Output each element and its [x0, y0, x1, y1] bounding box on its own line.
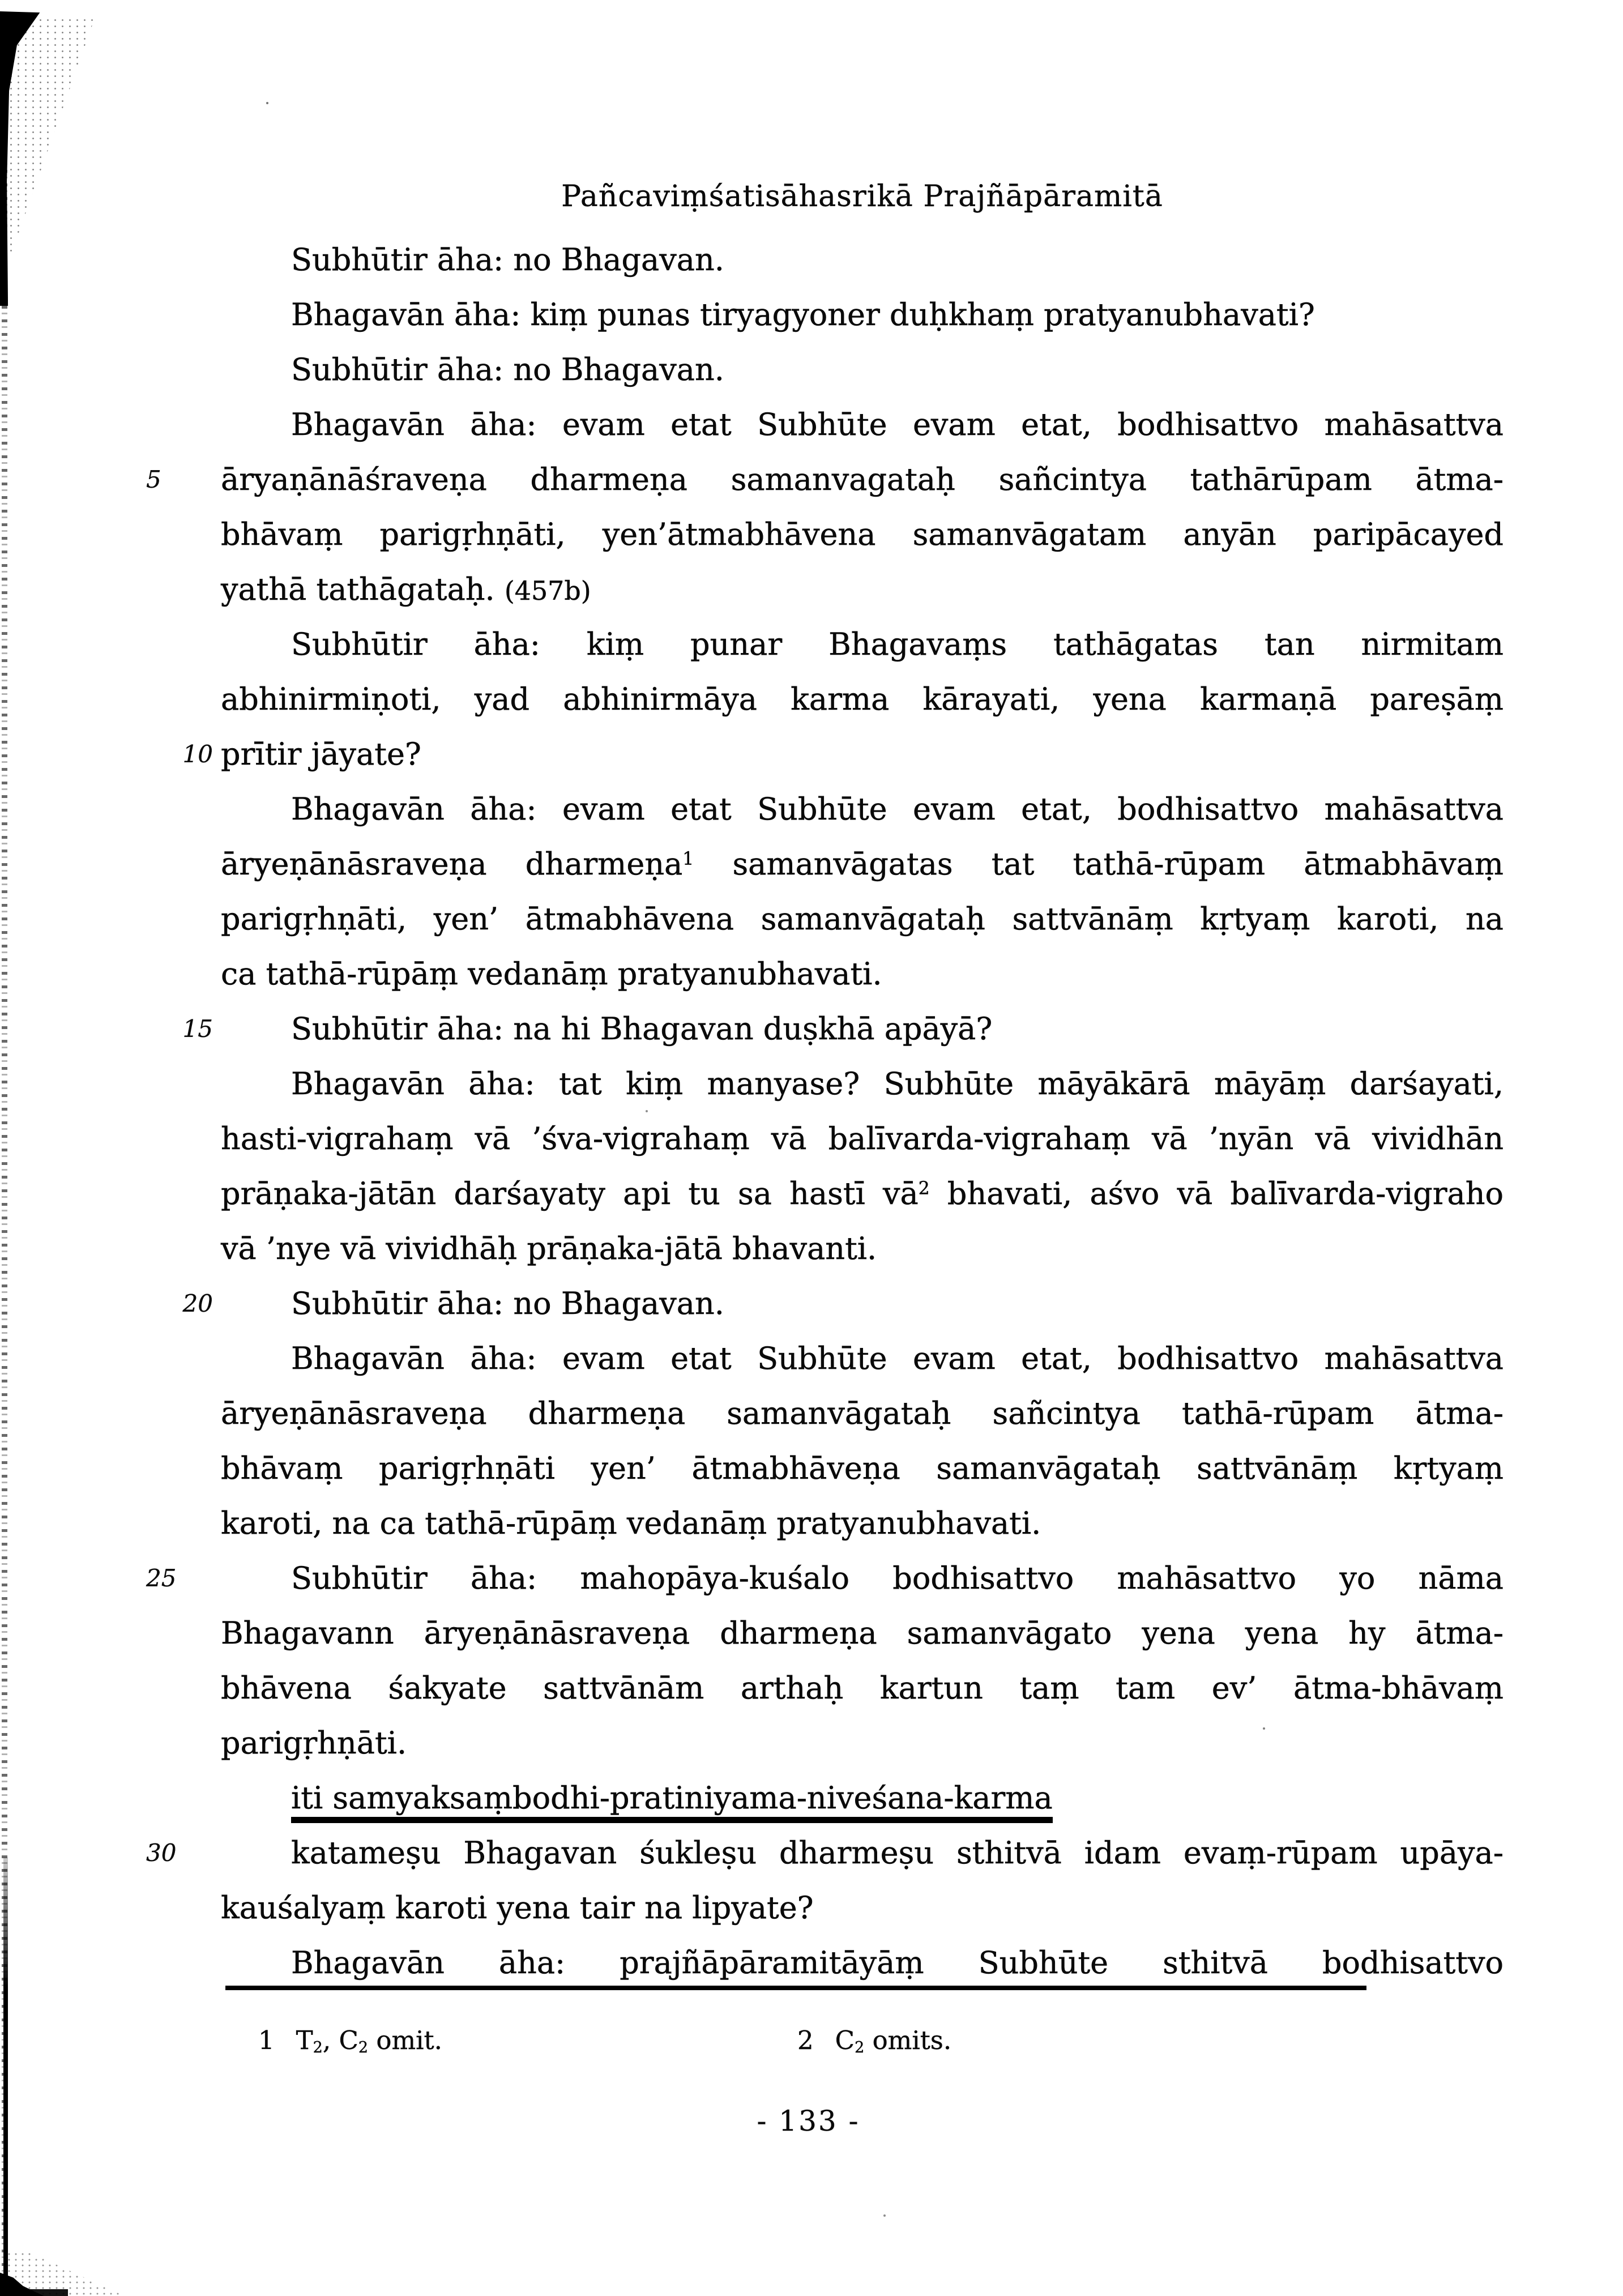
line-text: yathā tathāgataḥ. (457b): [221, 571, 591, 607]
text-line: [221, 397, 1504, 452]
line-text: bhāvaṃ parigṛhṇāti yen’ ātmabhāveṇa samanvāgataḥ sattvānāṃ kṛtyaṃ: [221, 1450, 1504, 1486]
text-line: [221, 1111, 1504, 1166]
footnote-rule: [225, 1986, 1366, 1990]
scan-left-edge-line-bottom-icon: [3, 1858, 8, 2296]
line-text: kauśalyaṃ karoti yena tair na lipyate?: [221, 1890, 814, 1926]
margin-line-number: 25: [146, 1564, 177, 1592]
line-text: hasti-vigrahaṃ vā ’śva-vigrahaṃ vā balīvarda-vigrahaṃ vā ’nyān vā vividhān: [221, 1121, 1504, 1156]
text-block: [146, 232, 1504, 1990]
line-text: Subhūtir āha: na hi Bhagavan duṣkhā apāyā?: [291, 1011, 993, 1047]
text-line: [221, 672, 1504, 727]
margin-line-number: 5: [146, 466, 161, 493]
margin-line-number: 20: [182, 1290, 213, 1317]
line-text: karoti, na ca tathā-rūpāṃ vedanāṃ pratyanubhavati.: [221, 1505, 1041, 1541]
text-line: [221, 782, 1504, 837]
text-line: [221, 1441, 1504, 1496]
page-number: - 133 -: [757, 2105, 860, 2137]
text-line: [221, 837, 1504, 891]
footnote-marker: 2: [797, 2025, 814, 2055]
footnote-text: $T_2$, $C_2$ omit.: [296, 2025, 442, 2056]
scan-left-edge-line-top-icon: [0, 34, 5, 278]
folio-reference: (457b): [504, 575, 591, 606]
line-text: parigṛhṇāti.: [221, 1725, 407, 1761]
text-line: [221, 1386, 1504, 1441]
text-line: [221, 1221, 1504, 1276]
text-line: [221, 1166, 1504, 1221]
text-line: [221, 1606, 1504, 1661]
footnote-marker: 1: [258, 2025, 275, 2055]
line-text: Subhūtir āha: no Bhagavan.: [291, 1286, 724, 1321]
footnote: [797, 2009, 951, 2076]
line-text: abhinirmiṇoti, yad abhinirmāya karma kārayati, yena karmaṇā pareṣāṃ: [221, 681, 1504, 717]
text-line: [221, 617, 1504, 672]
text-line: [221, 891, 1504, 946]
text-line: [182, 1276, 1504, 1331]
text-line: [146, 452, 1504, 507]
line-text: parigṛhṇāti, yen’ ātmabhāvena samanvāgataḥ sattvānāṃ kṛtyaṃ karoti, na: [221, 901, 1504, 937]
margin-line-number: 30: [146, 1839, 177, 1867]
text-line: [221, 946, 1504, 1001]
line-text: Bhagavān āha: evam etat Subhūte evam etat, bodhisattvo mahāsattva: [291, 1341, 1504, 1376]
margin-line-number: 15: [182, 1015, 213, 1043]
line-text: Bhagavān āha: prajñāpāramitāyāṃ Subhūte sthitvā bodhisattvo: [291, 1945, 1504, 1981]
line-text: Subhūtir āha: no Bhagavan.: [291, 352, 724, 387]
line-text: Subhūtir āha: kiṃ punar Bhagavaṃs tathāgatas tan nirmitam: [291, 626, 1504, 662]
text-line: [221, 1880, 1504, 1935]
footnote: [258, 2009, 442, 2076]
line-text: Bhagavān āha: kiṃ punas tiryagyoner duḥkhaṃ pratyanubhavati?: [291, 297, 1315, 332]
footnote-text: $C_2$ omits.: [835, 2025, 952, 2056]
text-line: [221, 1056, 1504, 1111]
scan-speckles-bottom-left-icon: [6, 2251, 125, 2296]
text-line: [221, 1496, 1504, 1551]
line-text: āryeṇānāsraveṇa dharmeṇa$^1$ samanvāgatas tat tathā-rūpam ātmabhāvaṃ: [221, 846, 1504, 882]
line-text: ca tathā-rūpāṃ vedanāṃ pratyanubhavati.: [221, 956, 882, 992]
text-line: [221, 1331, 1504, 1386]
line-text: bhāvena śakyate sattvānām arthaḥ kartun taṃ tam ev’ ātma-bhāvaṃ: [221, 1670, 1504, 1706]
text-line: [182, 727, 1504, 782]
line-text: āryaṇānāśraveṇa dharmeṇa samanvagataḥ sañcintya tathārūpam ātma-: [221, 462, 1504, 497]
text-line: [221, 562, 1504, 617]
running-head: Pañcaviṃśatisāhasrikā Prajñāpāramitā: [561, 180, 1163, 214]
text-line: [221, 1715, 1504, 1770]
text-line: [221, 1935, 1504, 1990]
section-colophon-line: [221, 1770, 1504, 1825]
line-text: āryeṇānāsraveṇa dharmeṇa samanvāgataḥ sañcintya tathā-rūpam ātma-: [221, 1395, 1504, 1431]
text-line: [182, 1001, 1504, 1056]
line-text: Bhagavān āha: evam etat Subhūte evam etat, bodhisattvo mahāsattva: [291, 407, 1504, 442]
text-line: [221, 287, 1504, 342]
text-line: [221, 232, 1504, 287]
line-text: bhāvaṃ parigṛhṇāti, yen’ātmabhāvena samanvāgatam anyān paripācayed: [221, 517, 1504, 552]
text-line: [221, 342, 1504, 397]
scan-speckles-top-left-icon: [0, 17, 136, 255]
line-text: prītir jāyate?: [221, 736, 421, 772]
text-line: [146, 1825, 1504, 1880]
margin-line-number: 10: [182, 740, 213, 768]
line-text: Subhūtir āha: no Bhagavan.: [291, 242, 724, 278]
line-text: Bhagavān āha: evam etat Subhūte evam etat, bodhisattvo mahāsattva: [291, 791, 1504, 827]
line-text: Subhūtir āha: mahopāya-kuśalo bodhisattvo mahāsattvo yo nāma: [291, 1560, 1504, 1596]
line-text: katameṣu Bhagavan śukleṣu dharmeṣu sthitvā idam evaṃ-rūpam upāya-: [291, 1835, 1504, 1871]
scan-stray-dots-icon: [266, 102, 268, 104]
line-text: Bhagavann āryeṇānāsraveṇa dharmeṇa samanvāgato yena yena hy ātma-: [221, 1615, 1504, 1651]
line-text: Bhagavān āha: tat kiṃ manyase? Subhūte māyākārā māyāṃ darśayati,: [291, 1066, 1504, 1102]
text-line: [221, 1661, 1504, 1715]
line-text: vā ’nye vā vividhāḥ prāṇaka-jātā bhavanti.: [221, 1231, 877, 1266]
footnotes: [221, 2009, 1504, 2072]
text-line: [221, 507, 1504, 562]
line-text: prāṇaka-jātān darśayaty api tu sa hastī $vā^2$ bhavati, aśvo vā balīvarda-vigraho: [221, 1176, 1504, 1211]
text-line: [146, 1551, 1504, 1606]
section-colophon-text: iti samyaksaṃbodhi-pratiniyama-niveśana-karma: [291, 1780, 1053, 1823]
